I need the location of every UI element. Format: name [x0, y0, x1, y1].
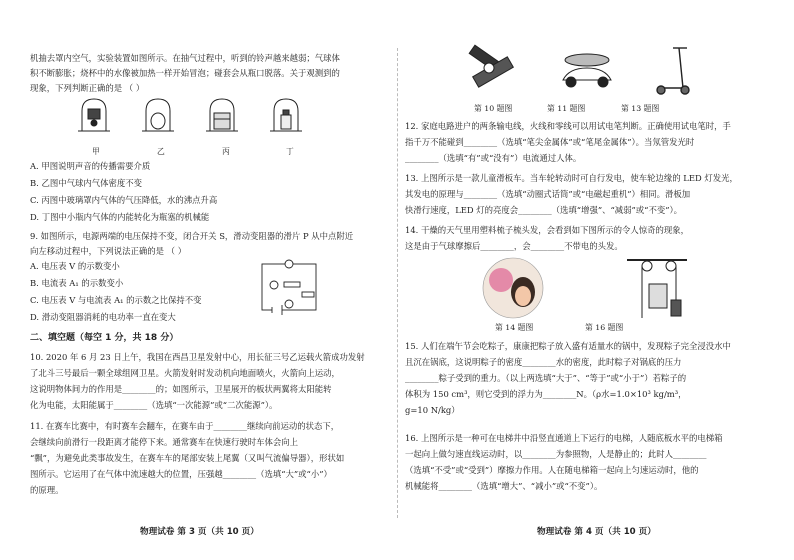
q15-line-5: g=10 N/kg） — [405, 405, 460, 415]
q8-option-d: D. 丁图中小瓶内气体的内能转化为瓶塞的机械能 — [30, 212, 210, 222]
bell-jar-with-beaker-icon — [206, 99, 238, 131]
q9-line-2: 向左移动过程中，下列说法正确的是 （ ） — [30, 246, 187, 256]
q10-line-3: 这说明物体间力的作用是________的；如图所示，卫星展开的板状两翼将太阳能转 — [30, 384, 332, 394]
q12-line-3: ________（选填“有”或“没有”）电流通过人体。 — [405, 153, 582, 163]
q10-line-2: 了北斗三号最后一颗全球组网卫星。火箭发射时发动机向地面喷火，火箭向上运动， — [30, 368, 340, 378]
caption-fig11: 第 11 题图 — [547, 104, 586, 113]
q11-line-2: 会继续向前滑行一段距离才能停下来。通常赛车在快速行驶时车体会向上 — [30, 437, 298, 447]
q15-line-3: ________粽子受到的重力。（以上两选填“大于”、“等于”或“小于”）若粽子的 — [405, 373, 687, 383]
q9-option-a: A. 电压表 V 的示数变小 — [30, 261, 120, 271]
q9-option-d: D. 滑动变阻器消耗的电功率一直在变大 — [30, 312, 176, 322]
left-footer: 物理试卷 第 3 页（共 10 页） — [140, 527, 259, 537]
q8-option-b: B. 乙图中气球内气体密度不变 — [30, 178, 142, 188]
scooter-icon — [657, 48, 689, 94]
q14-line-1: 14. 干燥的天气里用塑料梳子梳头发，会看到如下图所示的令人惊奇的现象， — [405, 225, 689, 235]
q11-line-1: 11. 在赛车比赛中，有时赛车会翻车，在赛车由于________继续向前运动的状态下， — [30, 421, 340, 431]
q15-line-1: 15. 人们在端午节会吃粽子，康康把粽子放入盛有适量水的锅中，发现粽子完全浸没水中 — [405, 341, 731, 351]
q15-line-2: 且沉在锅底，这说明粽子的密度________水的密度，此时粽子对锅底的压力 — [405, 357, 682, 367]
fig-label-ding: 丁 — [286, 147, 294, 156]
bell-jar-with-bell-icon — [78, 99, 110, 131]
q9-line-1: 9. 如图所示，电源两端的电压保持不变，闭合开关 S，滑动变阻器的滑片 P 从中点附近 — [30, 231, 354, 241]
q8-line-1: 机抽去罩内空气，实验装置如图所示。在抽气过程中，听到的铃声越来越弱；气球体 — [30, 53, 340, 63]
q13-line-2: 其发电的原理与________（选填“动圈式话筒”或“电磁起重机”）相同。滑板加 — [405, 189, 691, 199]
q8-option-a: A. 甲图说明声音的传播需要介质 — [30, 161, 151, 171]
right-footer: 物理试卷 第 4 页（共 10 页） — [537, 527, 656, 537]
middle-figures — [479, 256, 699, 322]
caption-fig13: 第 13 题图 — [621, 104, 660, 113]
right-page — [397, 0, 794, 560]
elevator-pulley-icon — [627, 260, 687, 318]
q10-line-4: 化为电能，太阳能属于________（选填“一次能源”或“二次能源”）。 — [30, 400, 278, 410]
caption-fig14: 第 14 题图 — [495, 323, 534, 332]
q9-circuit-diagram — [258, 258, 320, 316]
q11-line-5: 的原理。 — [30, 485, 64, 495]
q9-option-c: C. 电压表 V 与电流表 A₁ 的示数之比保持不变 — [30, 295, 202, 305]
q10-line-1: 10. 2020 年 6 月 23 日上午，我国在西昌卫星发射中心，用长征三号乙运载火箭成功发射 — [30, 352, 365, 362]
section-title: 二、填空题（每空 1 分，共 18 分） — [30, 333, 179, 343]
satellite-icon — [469, 45, 513, 87]
race-car-icon — [563, 54, 611, 87]
fig-label-jia: 甲 — [92, 147, 100, 156]
q16-line-3: （选填“不受”或“受到”）摩擦力作用。人在随电梯箱一起向上匀速运动时，他的 — [405, 465, 699, 475]
q11-line-3: “飘”，为避免此类事故发生，在赛车车的尾部安装上尾翼（又叫气流偏导器），形状如 — [30, 453, 345, 463]
q13-line-1: 13. 上图所示是一款儿童滑板车。当车轮转动时可自行发电，使车轮边缘的 LED 灯发光， — [405, 173, 738, 183]
q8-line-2: 积不断膨胀；烧杯中的水像被加热一样开始冒泡；碰套会从瓶口脱落。关于观测到的 — [30, 68, 340, 78]
q8-option-c: C. 丙图中玻璃罩内气体的气压降低，水的沸点升高 — [30, 195, 218, 205]
q12-line-2: 指千万不能碰到________（选填“笔尖金属体”或“笔尾金属体”）。当氖管发光时 — [405, 137, 695, 147]
q12-line-1: 12. 家庭电路进户的两条输电线，火线和零线可以用试电笔判断。正确使用试电笔时，手 — [405, 121, 731, 131]
q16-line-4: 机械能将________（选填“增大”、“减小”或“不变”）。 — [405, 481, 603, 491]
q8-figure — [78, 95, 308, 143]
fig-label-yi: 乙 — [157, 147, 165, 156]
q15-line-4: 体积为 150 cm³，则它受到的浮力为________N。（ρ水=1.0×10³ kg/m³， — [405, 389, 687, 399]
q16-line-2: 一起向上做匀速直线运动时，以________为参照物，人是静止的；此时人________ — [405, 449, 707, 459]
q14-line-2: 这是由于气球摩擦后________，会________不带电的头发。 — [405, 241, 623, 251]
bell-jar-with-bottle-icon — [270, 99, 302, 131]
q13-line-3: 快滑行速度，LED 灯的亮度会________（选填“增强”、“减弱”或“不变”）。 — [405, 205, 683, 215]
girl-balloon-photo-icon — [483, 258, 543, 318]
q16-line-1: 16. 上图所示是一种可在电梯井中沿竖直通道上下运行的电梯，人随底板水平的电梯箱 — [405, 433, 723, 443]
caption-fig10: 第 10 题图 — [474, 104, 513, 113]
top-figures — [459, 44, 709, 96]
bell-jar-with-balloon-icon — [142, 99, 174, 131]
q8-line-3: 现象，下列判断正确的是 （ ） — [30, 83, 145, 93]
q11-line-4: 图所示。它运用了在气体中流速越大的位置，压强越________（选填“大”或“小”） — [30, 469, 332, 479]
q9-option-b: B. 电流表 A₁ 的示数变小 — [30, 278, 124, 288]
caption-fig16: 第 16 题图 — [585, 323, 624, 332]
fig-label-bing: 丙 — [222, 147, 230, 156]
